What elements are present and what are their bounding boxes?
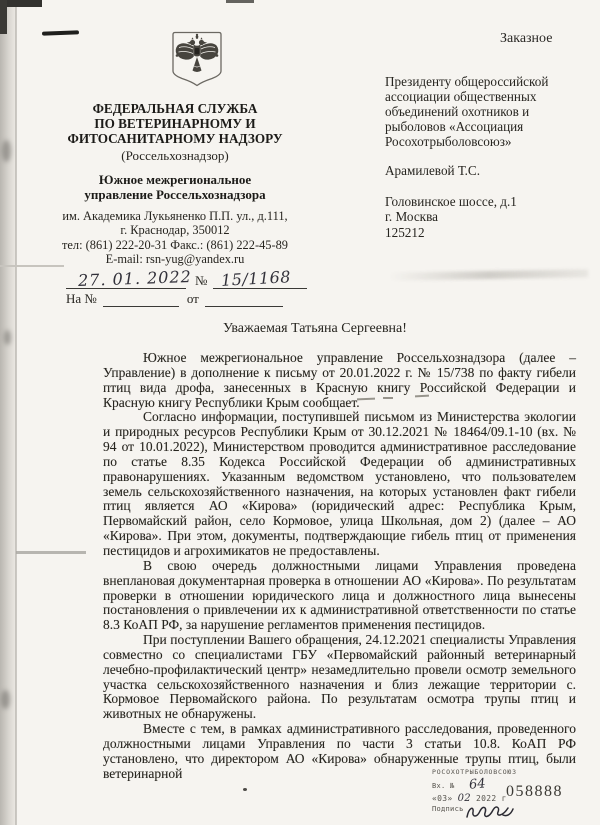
recipient-street: Головинское шоссе, д.1 [385, 194, 517, 209]
scan-streak [388, 269, 588, 280]
reference-block [66, 268, 310, 307]
signature-label: Подпись [432, 805, 464, 813]
sender-address-line: E-mail: rsn-yug@yandex.ru [105, 252, 245, 267]
date-line [66, 267, 193, 290]
scan-blotch [1, 690, 10, 709]
stamp-org-name: РОСОХОТРЫБОЛОВСОЮЗ [432, 768, 517, 776]
stamp-date-year: 2022 г [476, 794, 507, 803]
recipient-title-line: рыболовов «Ассоциация [385, 119, 524, 135]
paragraph: В свою очередь должностными лицами Управления проведена внеплановая документарная проверка в отношении АО «Кирова». По результатам проверки в отношении юридического лица и должностного лица вынесены постановления о привлечении их к административной ответственности по статье 8.3 КоАП РФ, за нарушение регламентов применения пестицидов. [103, 557, 576, 633]
number-sign-label: № [195, 273, 208, 288]
paragraph: При поступлении Вашего обращения, 24.12.2021 специалисты Управления совместно со специалистами ГБУ «Первомайский районный ветеринарный лечебно-профилактический центр» незамедлительно провели осмотр земельного участка сельскохозяйственного назначения и близ лежащие территории с. Кормовое Первомайского района. По результатам осмотра трупы птиц и животных не обнаружены. [103, 632, 576, 722]
handwritten-date: 27. 01. 2022 [77, 267, 193, 290]
handwritten-number: 15/1168 [220, 267, 292, 290]
reply-to-label: На № [66, 291, 97, 306]
from-label: от [186, 291, 199, 306]
stamp-serial-number: 058888 [506, 783, 563, 800]
letter-body [103, 351, 576, 781]
division-name-line: Южное межрегиональное [98, 172, 252, 187]
sender-address-line: тел: (861) 222-20-31 Факс.: (861) 222-45-89 [62, 237, 288, 252]
recipient-name: Арамилевой Т.С. [385, 163, 481, 178]
paragraph: Южное межрегиональное управление Россельхознадзора (далее – Управление) в дополнение к письму от 20.01.2022 г. № 15/738 по факту гибели птиц вида дрофа, занесенных в Красную книгу Российской Федерации и Красную книгу Республики Крым сообщает. [103, 350, 576, 410]
reply-number-line [103, 306, 179, 307]
division-name [50, 172, 300, 202]
recipient-title-line: объединений охотников и [385, 104, 530, 120]
coat-of-arms-icon [170, 31, 224, 88]
paragraph: Согласно информации, поступившей письмом из Министерства экологии и природных ресурсов Республики Крым от 30.12.2021 № 18464/09.1-10 (вх. № 94 от 10.01.2022), Министерством проводится административное расследование по статье 8.35 Кодекса Российской Федерации об административных правонарушениях. Указанным ведомством установлено, что пользователем земель сельскохозяйственного назначения, на которых установлен факт гибели птиц является АО «Кирова» (юридический адрес: Республика Крым, Первомайский район, село Кормовое, улица Школьная, дом 2) (далее – АО «Кирова». При этом, документы, подтверждающие гибель птиц от применения пестицидов и агрохимикатов не предоставлены. [103, 409, 576, 558]
agency-short-name: (Россельхознадзор) [121, 148, 229, 163]
scan-top-mark [226, 0, 254, 3]
handwritten-incoming-number: 64 [467, 776, 486, 793]
recipient-postal-code: 125212 [385, 224, 425, 240]
scan-edge-line [15, 0, 17, 825]
incoming-number-label: Вх. № [432, 782, 455, 790]
recipient-title [385, 74, 585, 149]
mailing-class-label: Заказное [500, 31, 553, 46]
stamp-date-day: «03» [432, 794, 453, 803]
sender-address [50, 209, 300, 267]
recipient-title-line: ассоциации общественных [385, 89, 537, 105]
sender-address-line: г. Краснодар, 350012 [120, 223, 230, 238]
reply-ref-row [66, 289, 310, 307]
recipient-title-line: Президенту общероссийской [385, 74, 549, 89]
sender-address-line: им. Академика Лукьяненко П.П. ул., д.111, [62, 209, 288, 223]
stamp-date-month: 02 [457, 793, 471, 804]
reply-date-line [205, 306, 283, 307]
recipient-title-line: Росохотрыболовсоюз» [385, 134, 512, 150]
recipient-city: г. Москва [385, 209, 438, 225]
stamp-signature-row [432, 805, 582, 825]
scan-blotch [4, 330, 11, 345]
agency-name-line: ФИТОСАНИТАРНОМУ НАДЗОРУ [67, 131, 283, 147]
scan-corner-mark [0, 0, 7, 34]
outgoing-ref-row [66, 268, 310, 289]
salutation: Уважаемая Татьяна Сергеевна! [223, 321, 407, 336]
ink-stroke-mark [42, 30, 79, 35]
paragraph: Вместе с тем, в рамках административного расследования, проведенного должностными лицами Управления по части 3 статьи 10.8. КоАП РФ установлено, что директором АО «Кирова» обнаруженные трупы птиц, были ветеринарной [103, 721, 576, 781]
recipient-address [385, 194, 585, 240]
fold-crease [16, 551, 86, 554]
ink-dot [243, 788, 247, 791]
number-line [213, 267, 307, 290]
signature-scribble [465, 801, 515, 825]
agency-name [50, 101, 300, 147]
agency-name-line: ПО ВЕТЕРИНАРНОМУ И [94, 116, 256, 132]
scan-blotch [2, 140, 11, 162]
agency-name-line: ФЕДЕРАЛЬНАЯ СЛУЖБА [92, 101, 258, 116]
division-name-line: управление Россельхознадзора [84, 187, 266, 202]
